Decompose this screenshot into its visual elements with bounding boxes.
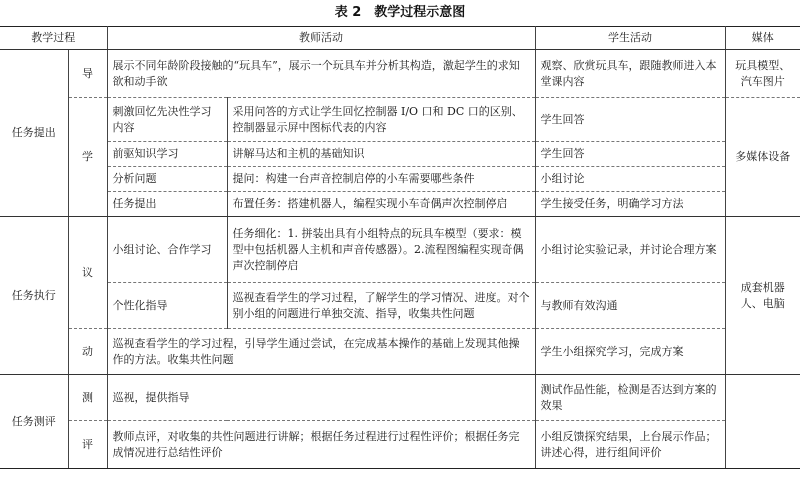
header-media: 媒体: [725, 27, 800, 50]
table-row: [0, 329, 800, 375]
sub-xue-1: 前驱知识学习: [107, 142, 227, 167]
student-xue-3: 学生接受任务，明确学习方法: [535, 192, 725, 217]
student-xue-0: 学生回答: [535, 98, 725, 142]
step-dong: 动: [68, 329, 107, 375]
table-row: [0, 192, 800, 217]
table-row: [0, 167, 800, 192]
teacher-ping: 教师点评，对收集的共性问题进行讲解；根据任务过程进行过程性评价；根据任务完成情况进行总结性评价: [107, 421, 535, 469]
sub-xue-2: 分析问题: [107, 167, 227, 192]
sub-yi-0: 小组讨论、合作学习: [107, 217, 227, 283]
student-ce: 测试作品性能，检测是否达到方案的效果: [535, 375, 725, 421]
teacher-xue-2: 提问：构建一台声音控制启停的小车需要哪些条件: [227, 167, 535, 192]
table-row: [0, 375, 800, 421]
student-xue-2: 小组讨论: [535, 167, 725, 192]
student-dao: 观察、欣赏玩具车，跟随教师进入本堂课内容: [535, 50, 725, 98]
teacher-ce: 巡视，提供指导: [107, 375, 535, 421]
media-evaluate: [725, 375, 800, 469]
header-row: [0, 27, 800, 50]
teacher-xue-1: 讲解马达和主机的基础知识: [227, 142, 535, 167]
teacher-yi-1: 巡视查看学生的学习过程，了解学生的学习情况、进度。对个别小组的问题进行单独交流、指导，收集共性问题: [227, 283, 535, 329]
sub-yi-1: 个性化指导: [107, 283, 227, 329]
step-dao: 导: [68, 50, 107, 98]
teaching-process-table: [0, 26, 800, 469]
student-dong: 学生小组探究学习，完成方案: [535, 329, 725, 375]
step-ce: 测: [68, 375, 107, 421]
header-student: 学生活动: [535, 27, 725, 50]
stage-evaluate: 任务测评: [0, 375, 68, 469]
student-xue-1: 学生回答: [535, 142, 725, 167]
media-xue: 多媒体设备: [725, 98, 800, 217]
table-row: [0, 421, 800, 469]
table-title: 表 2 教学过程示意图: [334, 5, 466, 20]
stage-raise: 任务提出: [0, 50, 68, 217]
teacher-dong: 巡视查看学生的学习过程，引导学生通过尝试，在完成基本操作的基础上发现其他操作的方法。收集共性问题: [107, 329, 535, 375]
teacher-xue-0: 采用问答的方式让学生回忆控制器 I/O 口和 DC 口的区别、控制器显示屏中图标代表的内容: [227, 98, 535, 142]
table-row: [0, 50, 800, 98]
header-teacher: 教师活动: [107, 27, 535, 50]
table-row: [0, 98, 800, 142]
student-yi-1: 与教师有效沟通: [535, 283, 725, 329]
media-dao: 玩具模型、汽车图片: [725, 50, 800, 98]
header-process: 教学过程: [0, 27, 107, 50]
media-execute: 成套机器人、电脑: [725, 217, 800, 375]
sub-xue-0: 刺激回忆先决性学习内容: [107, 98, 227, 142]
step-yi: 议: [68, 217, 107, 329]
student-ping: 小组反馈探究结果，上台展示作品；讲述心得，进行组间评价: [535, 421, 725, 469]
stage-execute: 任务执行: [0, 217, 68, 375]
sub-xue-3: 任务提出: [107, 192, 227, 217]
teacher-dao: 展示不同年龄阶段接触的“玩具车”，展示一个玩具车并分析其构造，激起学生的求知欲和动手欲: [107, 50, 535, 98]
table-row: [0, 142, 800, 167]
student-yi-0: 小组讨论实验记录，并讨论合理方案: [535, 217, 725, 283]
step-ping: 评: [68, 421, 107, 469]
teacher-xue-3: 布置任务：搭建机器人，编程实现小车奇偶声次控制停启: [227, 192, 535, 217]
table-row: [0, 217, 800, 283]
teacher-yi-0: 任务细化：1. 拼装出具有小组特点的玩具车模型（要求：模型中包括机器人主机和声音传感器）。2.流程图编程实现奇偶声次控制停启: [227, 217, 535, 283]
table-row: [0, 283, 800, 329]
step-xue: 学: [68, 98, 107, 217]
